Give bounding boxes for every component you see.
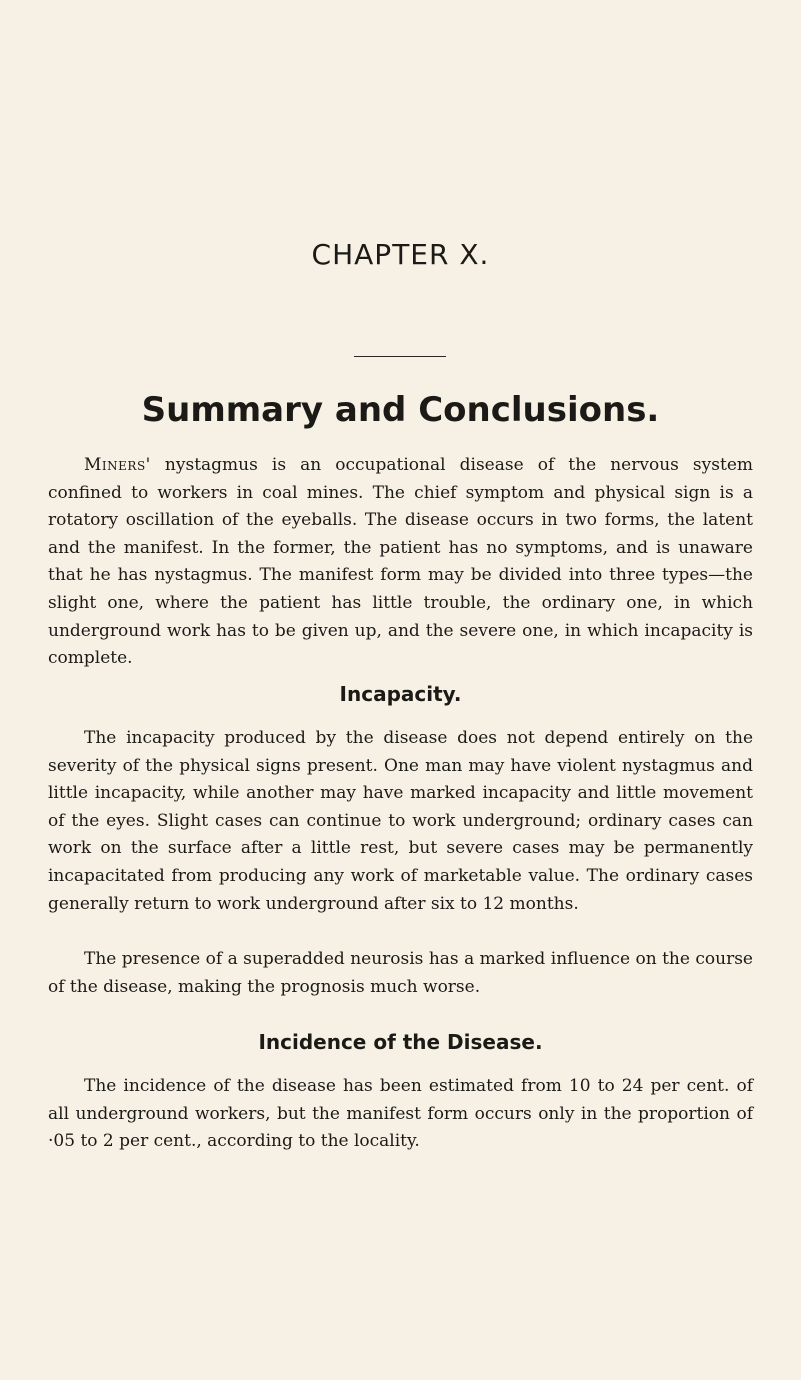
intro-text: nystagmus is an occupational disease of the nervous system confined to workers in coal mines. The chief symptom and physical sign is a rotatory oscillation of the eyeballs. The disease occurs in two forms, the latent and the manifest. In the former, the patient has no symptoms, and is unaware that he has nystagmus. The manifest form may be divided into three types—the slight one, where the patient has little trouble, the ordinary one, in which underground work has to be given up, and the severe one, in which incapacity is complete. <box>48 455 753 669</box>
incapacity-paragraph-2: The presence of a superadded neurosis has a marked influence on the course of the disease, making the prognosis much worse. <box>48 949 753 997</box>
incapacity-paragraph-1: The incapacity produced by the disease does not depend entirely on the severity of the physical signs present. One man may have violent nystagmus and little incapacity, while another may have marked incapacity and little movement of the eyes. Slight cases can continue to work underground; ordinary cases can work on the surface after a little rest, but severe cases may be permanently incapacitated from producing any work of marketable value. The ordinary cases generally return to work underground after six to 12 months. <box>48 728 753 914</box>
intro-lead-word: Miners' <box>84 455 151 475</box>
intro-paragraph <box>48 452 753 673</box>
incapacity-heading: Incapacity. <box>339 682 462 706</box>
chapter-heading: CHAPTER X. <box>311 238 490 271</box>
chapter-title: Summary and Conclusions. <box>141 390 660 430</box>
incidence-paragraph: The incidence of the disease has been estimated from 10 to 24 per cent. of all underground workers, but the manifest form occurs only in the proportion of ·05 to 2 per cent., according to the locality. <box>48 1076 753 1152</box>
incidence-heading: Incidence of the Disease. <box>258 1030 543 1054</box>
title-rule <box>354 356 446 357</box>
